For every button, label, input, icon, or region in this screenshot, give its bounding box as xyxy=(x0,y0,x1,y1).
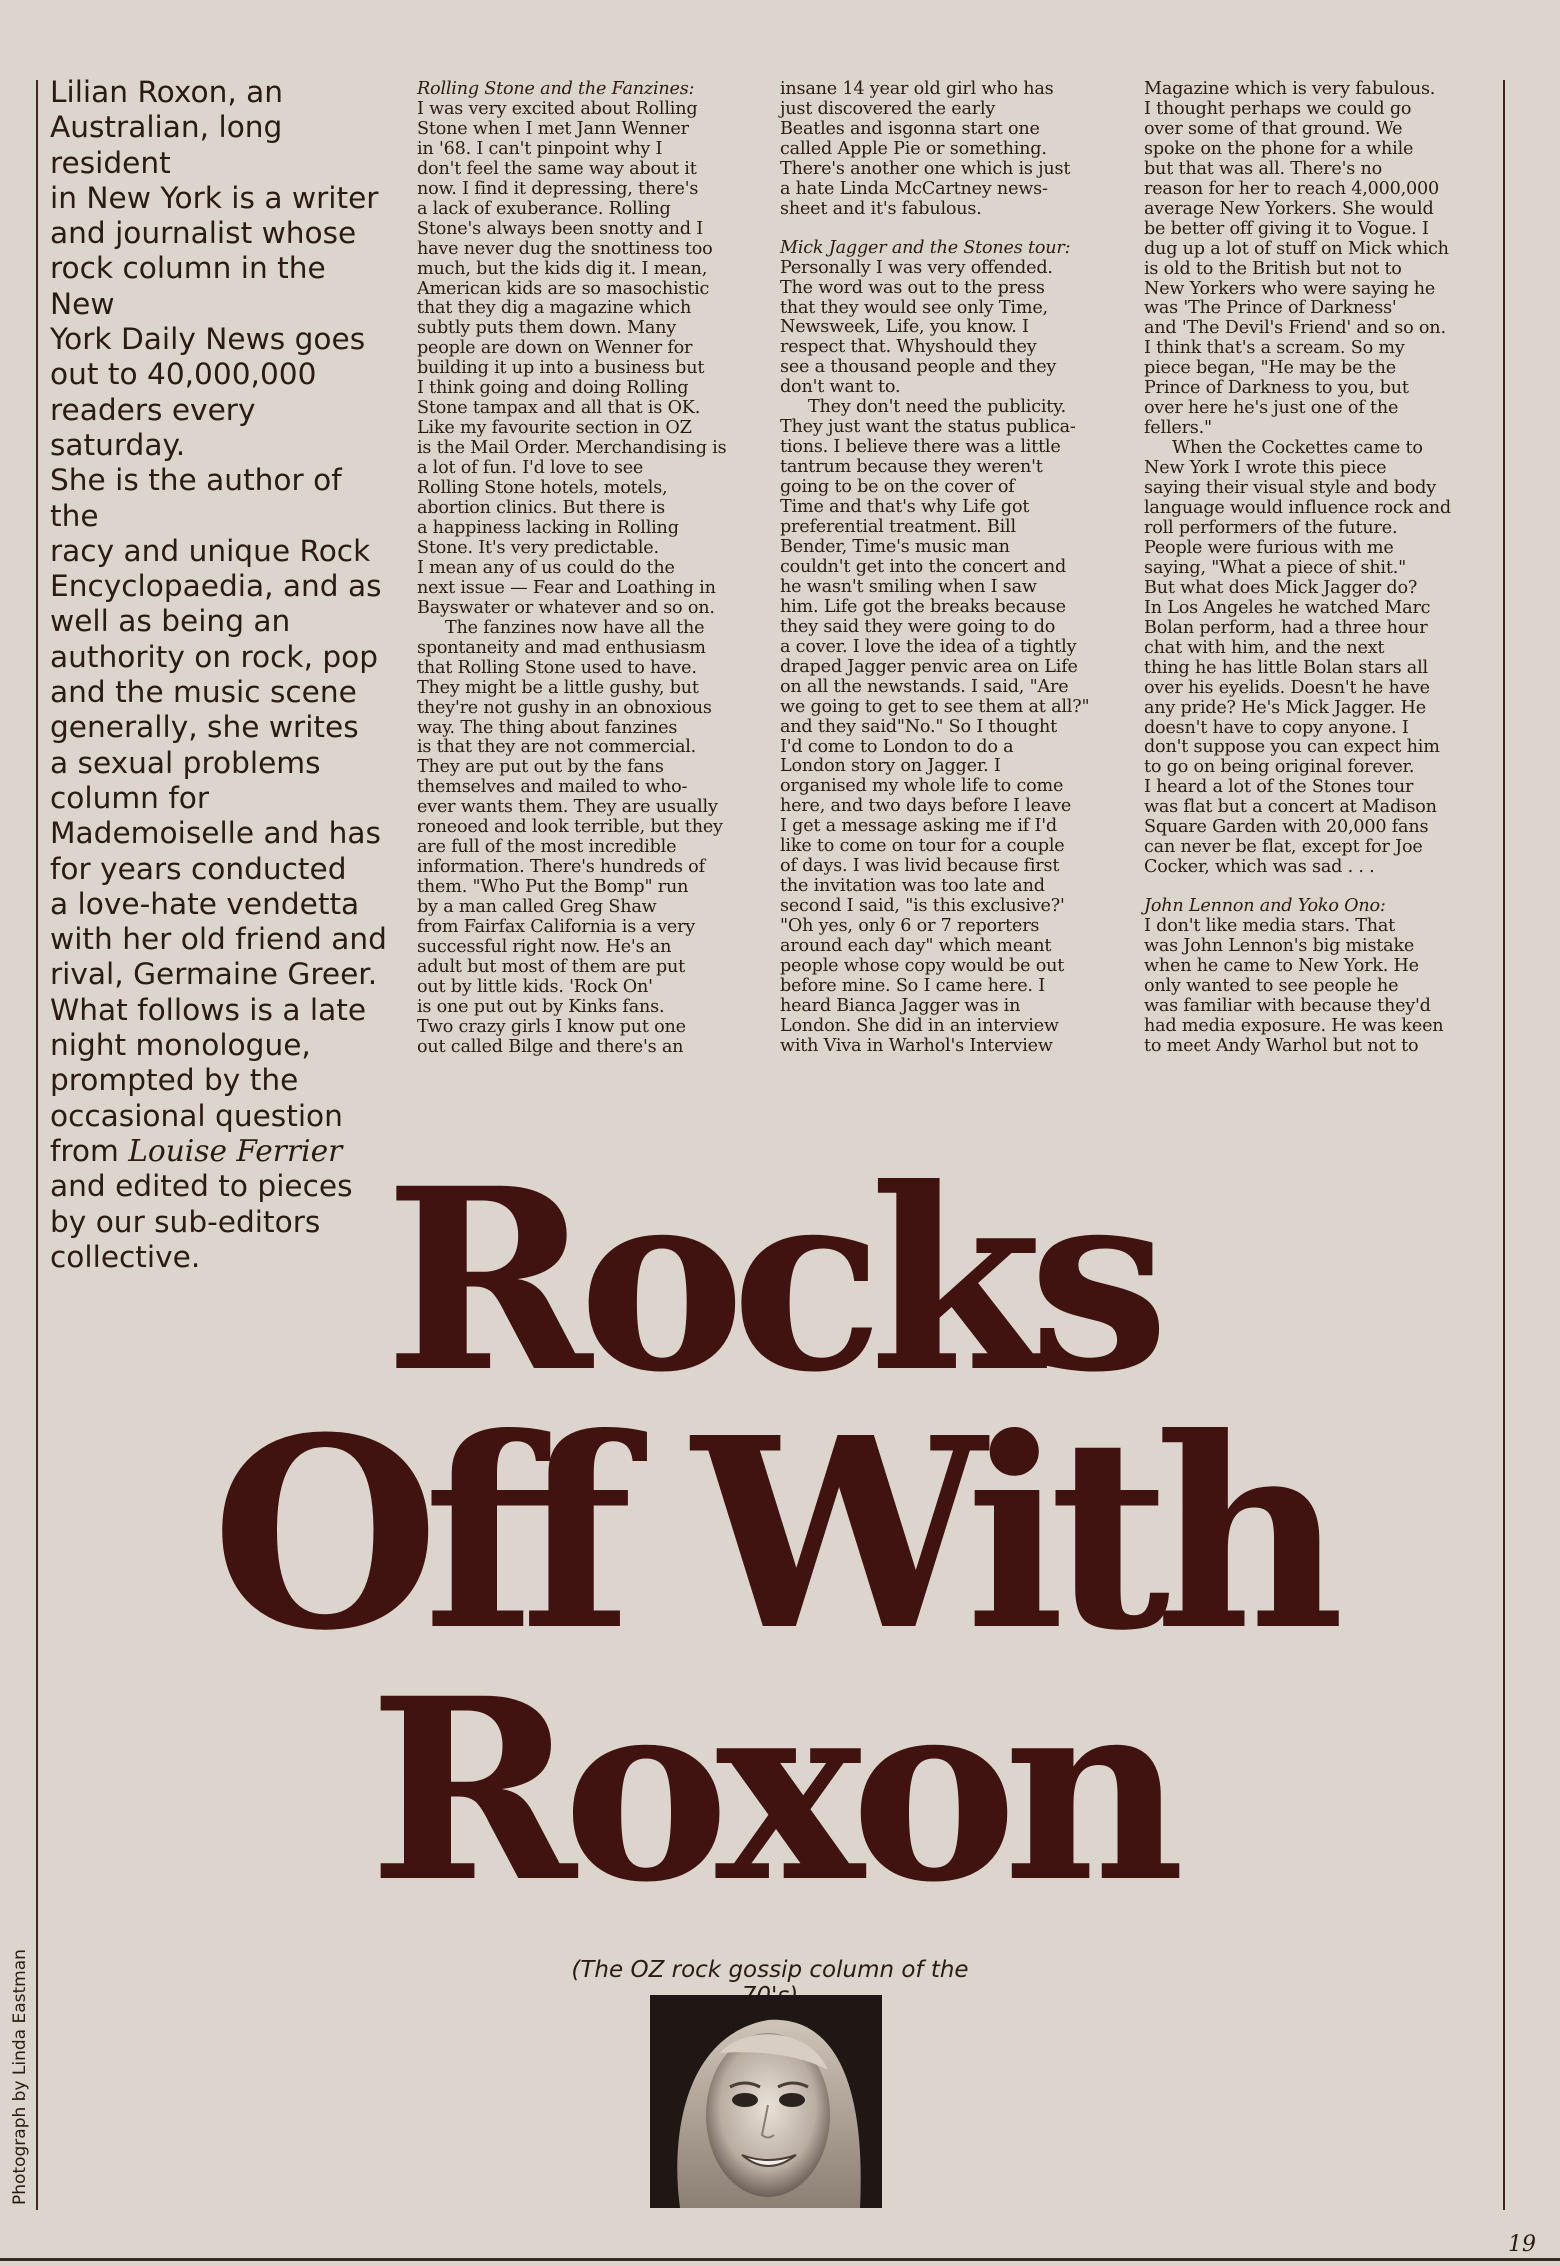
interviewer-name: Louise Ferrier xyxy=(128,1133,343,1168)
text-line: any pride? He's Mick Jagger. He xyxy=(1144,697,1427,718)
text-line: I mean any of us could do the xyxy=(417,557,675,578)
text-line: next issue — Fear and Loathing in xyxy=(417,577,716,598)
text-line: chat with him, and the next xyxy=(1144,637,1385,658)
text-line: he wasn't smiling when I saw xyxy=(780,576,1037,597)
text-line: Prince of Darkness to you, but xyxy=(1144,378,1409,399)
text-line: a sexual problems xyxy=(50,745,321,780)
bottom-rule xyxy=(0,2258,1560,2261)
text-line: that they would see only Time, xyxy=(780,297,1048,318)
text-line: out by little kids. 'Rock On' xyxy=(417,976,653,997)
text-line: to go on being original forever. xyxy=(1144,757,1415,778)
text-line: that Rolling Stone used to have. xyxy=(417,657,697,678)
portrait-image xyxy=(650,1995,882,2208)
intro-from-text: from xyxy=(50,1133,129,1168)
text-line: over some of that ground. We xyxy=(1144,118,1403,139)
section-heading-fanzines: Rolling Stone and the Fanzines: xyxy=(417,79,695,99)
text-line: the invitation was too late and xyxy=(780,876,1045,897)
text-line: Encyclopaedia, and as xyxy=(50,569,382,604)
text-line: "Oh yes, only 6 or 7 reporters xyxy=(780,916,1040,937)
text-line: over his eyelids. Doesn't he have xyxy=(1144,677,1430,698)
article-column-2 xyxy=(780,80,1110,1057)
text-line: But what does Mick Jagger do? xyxy=(1144,577,1418,598)
text-line: now. I find it depressing, there's xyxy=(417,178,699,199)
text-line: is that they are not commercial. xyxy=(417,737,697,758)
text-line: is one put out by Kinks fans. xyxy=(417,996,665,1017)
text-line: thing he has little Bolan stars all xyxy=(1144,657,1428,678)
text-line: going to be on the cover of xyxy=(780,477,1015,498)
text-line: saying, "What a piece of shit." xyxy=(1144,557,1407,578)
text-line: see a thousand people and they xyxy=(780,357,1057,378)
column1-paragraph-1 xyxy=(417,100,747,619)
text-line: racy and unique Rock xyxy=(50,533,371,568)
text-line: sheet and it's fabulous. xyxy=(780,198,982,219)
text-line: saying their visual style and body xyxy=(1144,478,1436,499)
text-line: over here he's just one of the xyxy=(1144,398,1399,419)
text-line: tions. I believe there was a little xyxy=(780,437,1061,458)
text-line: is old to the British but not to xyxy=(1144,258,1402,279)
text-line: and the music scene xyxy=(50,675,357,710)
text-line: they said they were going to do xyxy=(780,616,1056,637)
paragraph-gap xyxy=(1144,878,1474,897)
text-line: Personally I was very offended. xyxy=(780,257,1053,278)
text-line: was flat but a concert at Madison xyxy=(1144,797,1437,818)
text-line: fellers." xyxy=(1144,418,1212,439)
text-line: When the Cockettes came to xyxy=(1172,438,1423,459)
column2-paragraph-3 xyxy=(780,398,1110,1056)
text-line: don't suppose you can expect him xyxy=(1144,737,1440,758)
text-line: language would influence rock and xyxy=(1144,498,1451,519)
text-line: can never be flat, except for Joe xyxy=(1144,837,1423,858)
text-line: rock column in the New xyxy=(50,251,326,321)
text-line: Cocker, which was sad . . . xyxy=(1144,857,1375,878)
text-line: I thought perhaps we could go xyxy=(1144,98,1412,119)
text-line: Stone when I met Jann Wenner xyxy=(417,118,689,139)
text-line: In Los Angeles he watched Marc xyxy=(1144,597,1431,618)
text-line: prompted by the xyxy=(50,1063,299,1098)
text-line: out called Bilge and there's an xyxy=(417,1036,684,1057)
text-line: don't feel the same way about it xyxy=(417,158,697,179)
text-line: to meet Andy Warhol but not to xyxy=(1144,1035,1419,1056)
text-line: organised my whole life to come xyxy=(780,776,1064,797)
text-line: Magazine which is very fabulous. xyxy=(1144,79,1436,99)
column3-paragraph-2 xyxy=(1144,439,1474,878)
text-line: piece began, "He may be the xyxy=(1144,358,1396,379)
text-line: with her old friend and xyxy=(50,922,387,957)
text-line: Square Garden with 20,000 fans xyxy=(1144,817,1429,838)
text-line: a hate Linda McCartney news- xyxy=(780,178,1048,199)
text-line: a love-hate vendetta xyxy=(50,886,360,921)
text-line: Bolan perform, had a three hour xyxy=(1144,617,1428,638)
text-line: people are down on Wenner for xyxy=(417,338,693,359)
text-line: reason for her to reach 4,000,000 xyxy=(1144,178,1439,199)
text-line: The word was out to the press xyxy=(780,277,1045,298)
text-line: was familiar with because they'd xyxy=(1144,995,1431,1016)
text-line: a happiness lacking in Rolling xyxy=(417,517,679,538)
text-line: Two crazy girls I know put one xyxy=(417,1016,686,1037)
text-line: American kids are so masochistic xyxy=(417,278,710,299)
text-line: in '68. I can't pinpoint why I xyxy=(417,138,663,159)
text-line: of days. I was livid because first xyxy=(780,856,1060,877)
text-line: I'd come to London to do a xyxy=(780,736,1014,757)
text-line: and journalist whose xyxy=(50,216,357,251)
text-line: people whose copy would be out xyxy=(780,955,1065,976)
photo-credit: Photograph by Linda Eastman xyxy=(10,1949,30,2205)
text-line: doesn't have to copy anyone. I xyxy=(1144,717,1409,738)
text-line: Like my favourite section in OZ xyxy=(417,418,692,439)
text-line: way. The thing about fanzines xyxy=(417,717,678,738)
text-line: ever wants them. They are usually xyxy=(417,797,718,818)
text-line: and edited to pieces xyxy=(50,1169,353,1204)
text-line: when he came to New York. He xyxy=(1144,955,1419,976)
text-line: building it up into a business but xyxy=(417,358,705,379)
text-line: Stone. It's very predictable. xyxy=(417,537,659,558)
text-line: be better off giving it to Vogue. I xyxy=(1144,218,1429,239)
text-line: Bayswater or whatever and so on. xyxy=(417,597,715,618)
text-line: There's another one which is just xyxy=(780,158,1071,179)
article-column-1 xyxy=(417,80,747,1058)
text-line: Stone tampax and all that is OK. xyxy=(417,398,701,419)
text-line: have never dug the snottiness too xyxy=(417,238,713,259)
text-line: I heard a lot of the Stones tour xyxy=(1144,777,1414,798)
text-line: was John Lennon's big mistake xyxy=(1144,936,1415,957)
text-line: subtly puts them down. Many xyxy=(417,318,677,339)
text-line: New York I wrote this piece xyxy=(1144,458,1387,479)
text-line: don't want to. xyxy=(780,377,901,398)
text-line: heard Bianca Jagger was in xyxy=(780,995,1021,1016)
text-line: generally, she writes xyxy=(50,710,359,745)
text-line: Bender, Time's music man xyxy=(780,536,1010,557)
text-line: that they dig a magazine which xyxy=(417,298,692,319)
column1-paragraph-2 xyxy=(417,619,747,1058)
text-line: Newsweek, Life, you know. I xyxy=(780,317,1029,338)
text-line: him. Life got the breaks because xyxy=(780,596,1066,617)
text-line: and they said"No." So I thought xyxy=(780,716,1058,737)
text-line: Time and that's why Life got xyxy=(780,497,1030,518)
text-line: dug up a lot of stuff on Mick which xyxy=(1144,238,1449,259)
text-line: called Apple Pie or something. xyxy=(780,138,1047,159)
text-line: here, and two days before I leave xyxy=(780,796,1072,817)
text-line: before mine. So I came here. I xyxy=(780,975,1045,996)
text-line: London. She did in an interview xyxy=(780,1015,1059,1036)
text-line: respect that. Whyshould they xyxy=(780,337,1037,358)
text-line: them. "Who Put the Bomp" run xyxy=(417,877,689,898)
text-line: Mademoiselle and has xyxy=(50,816,381,851)
text-line: Rolling Stone hotels, motels, xyxy=(417,478,668,499)
text-line: column for xyxy=(50,780,210,815)
text-line: tantrum because they weren't xyxy=(780,457,1043,478)
text-line: abortion clinics. But there is xyxy=(417,498,665,519)
text-line: and 'The Devil's Friend' and so on. xyxy=(1144,318,1446,339)
text-line: themselves and mailed to who- xyxy=(417,777,688,798)
text-line: draped Jagger penvic area on Life xyxy=(780,656,1078,677)
text-line: from Fairfax California is a very xyxy=(417,917,696,938)
text-line: on all the newstands. I said, "Are xyxy=(780,676,1069,697)
text-line: New Yorkers who were saying he xyxy=(1144,278,1436,299)
article-column-3 xyxy=(1144,80,1474,1057)
text-line: They might be a little gushy, but xyxy=(417,677,699,698)
text-line: They don't need the publicity. xyxy=(808,397,1066,418)
text-line: in New York is a writer xyxy=(50,180,379,215)
text-line: authority on rock, pop xyxy=(50,639,379,674)
column2-paragraph-2 xyxy=(780,259,1110,399)
text-line: was 'The Prince of Darkness' xyxy=(1144,298,1397,319)
text-line: out to 40,000,000 xyxy=(50,357,317,392)
text-line: we going to get to see them at all?" xyxy=(780,696,1090,717)
text-line: I think going and doing Rolling xyxy=(417,378,689,399)
text-line: they're not gushy in an obnoxious xyxy=(417,697,712,718)
paragraph-gap xyxy=(780,220,1110,239)
text-line: average New Yorkers. She would xyxy=(1144,198,1434,219)
text-line: night monologue, xyxy=(50,1028,311,1063)
column2-paragraph-1 xyxy=(780,80,1110,220)
text-line: I think that's a scream. So my xyxy=(1144,338,1405,359)
section-heading-jagger: Mick Jagger and the Stones tour: xyxy=(780,237,1071,258)
text-line: Lilian Roxon, an xyxy=(50,75,284,109)
text-line: is the Mail Order. Merchandising is xyxy=(417,438,727,459)
text-line: just discovered the early xyxy=(780,98,996,119)
text-line: preferential treatment. Bill xyxy=(780,517,1016,538)
text-line: collective. xyxy=(50,1239,201,1274)
text-line: roneoed and look terrible, but they xyxy=(417,817,723,838)
text-line: spoke on the phone for a while xyxy=(1144,138,1414,159)
text-line: by a man called Greg Shaw xyxy=(417,897,657,918)
text-line: She is the author of the xyxy=(50,463,342,533)
text-line: are full of the most incredible xyxy=(417,837,677,858)
text-line: London story on Jagger. I xyxy=(780,756,1001,777)
headline-line-2: Off With xyxy=(211,1380,1329,1688)
text-line: second I said, "is this exclusive?' xyxy=(780,896,1065,917)
text-line: People were furious with me xyxy=(1144,537,1394,558)
text-line: insane 14 year old girl who has xyxy=(780,79,1054,99)
text-line: Beatles and isgonna start one xyxy=(780,118,1040,139)
text-line: a lack of exuberance. Rolling xyxy=(417,198,671,219)
text-line: spontaneity and mad enthusiasm xyxy=(417,637,706,658)
text-line: I was very excited about Rolling xyxy=(417,98,698,119)
intro-lines xyxy=(50,75,390,1134)
text-line: Australian, long resident xyxy=(50,110,283,180)
text-line: roll performers of the future. xyxy=(1144,517,1398,538)
text-line: occasional question xyxy=(50,1098,343,1133)
text-line: I don't like media stars. That xyxy=(1144,916,1396,937)
text-line: What follows is a late xyxy=(50,992,367,1027)
page-number: 19 xyxy=(1508,2232,1536,2257)
text-line: but that was all. There's no xyxy=(1144,158,1382,179)
text-line: information. There's hundreds of xyxy=(417,857,705,878)
article-subtitle: (The OZ rock gossip column of the xyxy=(571,1957,969,1983)
text-line: successful right now. He's an xyxy=(417,936,672,957)
text-line: a lot of fun. I'd love to see xyxy=(417,458,644,479)
text-line: by our sub-editors xyxy=(50,1204,321,1239)
text-line: York Daily News goes xyxy=(50,322,366,357)
intro-standfirst xyxy=(50,75,390,1275)
text-line: The fanzines now have all the xyxy=(445,617,705,638)
text-line: much, but the kids dig it. I mean, xyxy=(417,258,708,279)
text-line: only wanted to see people he xyxy=(1144,975,1399,996)
text-line: for years conducted xyxy=(50,851,347,886)
text-line: well as being an xyxy=(50,604,291,639)
text-line: had media exposure. He was keen xyxy=(1144,1015,1444,1036)
column3-paragraph-3 xyxy=(1144,917,1474,1057)
text-line: They are put out by the fans xyxy=(417,757,664,778)
text-line: adult but most of them are put xyxy=(417,956,685,977)
text-line: I get a message asking me if I'd xyxy=(780,816,1057,837)
text-line: like to come on tour for a couple xyxy=(780,836,1065,857)
text-line: rival, Germaine Greer. xyxy=(50,957,378,992)
text-line: They just want the status publica- xyxy=(780,417,1076,438)
text-line: around each day" which meant xyxy=(780,936,1052,957)
headline-line-3: Roxon xyxy=(368,1643,1172,1937)
headline-line-1: Rocks xyxy=(384,1133,1156,1427)
text-line: Stone's always been snotty and I xyxy=(417,218,704,239)
section-heading-lennon: John Lennon and Yoko Ono: xyxy=(1144,896,1386,917)
portrait-photo xyxy=(650,1995,882,2208)
text-line: readers every saturday. xyxy=(50,392,256,462)
text-line: with Viva in Warhol's Interview xyxy=(780,1035,1053,1056)
text-line: a cover. I love the idea of a tightly xyxy=(780,636,1077,657)
column3-paragraph-1 xyxy=(1144,80,1474,439)
text-line: couldn't get into the concert and xyxy=(780,556,1067,577)
